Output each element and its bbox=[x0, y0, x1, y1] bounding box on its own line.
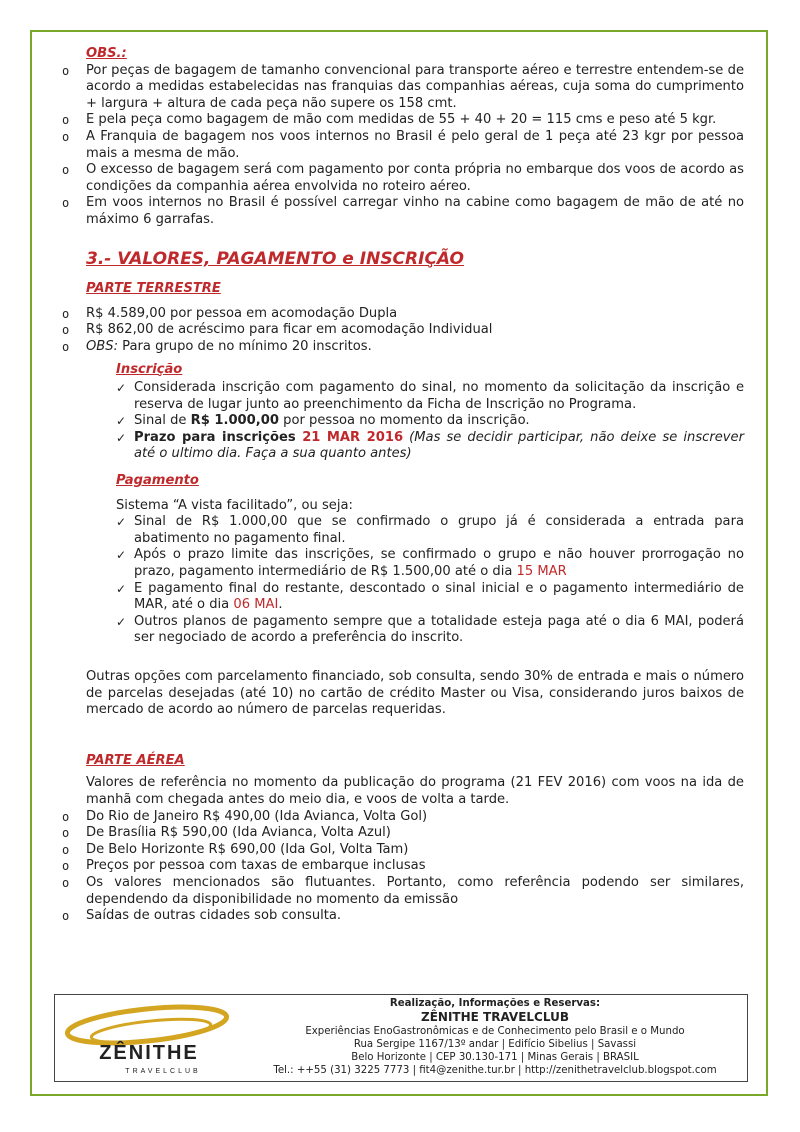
list-item bbox=[86, 339, 744, 356]
deadline-note: (Mas se decidir participar, não deixe se inscrever até o ultimo dia. Faça a sua quanto antes) bbox=[134, 429, 744, 462]
deadline-date: 21 MAR 2016 bbox=[302, 429, 404, 445]
company-logo bbox=[59, 1003, 239, 1077]
list-item: ✓ Considerada inscrição com pagamento do sinal, no momento da solicitação da inscrição e reserva de lugar junto ao preenchimento da Ficha de Inscrição no Programa. bbox=[116, 380, 744, 413]
pagamento-title: Pagamento bbox=[116, 473, 199, 489]
list-item: o E pela peça como bagagem de mão com medidas de 55 + 40 + 20 = 115 cms e peso até 5 kgr. bbox=[86, 112, 744, 129]
logo-swoosh-icon bbox=[59, 1003, 239, 1077]
footer-info bbox=[245, 997, 745, 1077]
list-item bbox=[116, 581, 744, 614]
footer-line: Rua Sergipe 1167/13º andar | Edifício Sibelius | Savassi bbox=[353, 1039, 637, 1050]
outras-paragraph: Outras opções com parcelamento financiado, sob consulta, sendo 30% de entrada e mais o número de parcelas desejadas (até 10) no cartão de crédito Master ou Visa, considerando juros baixos de mercado de acordo ao número de parcelas requeridas. bbox=[86, 669, 744, 718]
date-highlight: 15 MAR bbox=[516, 564, 567, 580]
text-span: Após o prazo limite das inscrições, se confirmado o grupo e não houver prorrogação no prazo, pagamento intermediário de R$ 1.500,00 até o dia bbox=[134, 547, 744, 580]
list-item bbox=[116, 413, 744, 430]
text-span: . bbox=[278, 597, 283, 613]
footer-heading: Realização, Informações e Reservas: bbox=[389, 998, 601, 1009]
terrestre-list bbox=[86, 306, 744, 356]
document-body bbox=[86, 46, 744, 925]
text-span: Sinal de bbox=[134, 413, 191, 429]
terrestre-title: PARTE TERRESTRE bbox=[86, 281, 221, 297]
footer-contact: Tel.: ++55 (31) 3225 7773 | fit4@zenithe.tur.br | http://zenithetravelclub.blogspot.com bbox=[273, 1065, 717, 1076]
list-item: o Preços por pessoa com taxas de embarque inclusas bbox=[86, 858, 744, 875]
text-span: por pessoa no momento da inscrição. bbox=[278, 413, 530, 429]
aerea-list bbox=[86, 809, 744, 925]
list-item: o Saídas de outras cidades sob consulta. bbox=[86, 908, 744, 925]
list-item bbox=[116, 430, 744, 463]
pagamento-list bbox=[116, 514, 744, 647]
list-item: o Do Rio de Janeiro R$ 490,00 (Ida Avianca, Volta Gol) bbox=[86, 809, 744, 826]
deadline-label: Prazo para inscrições bbox=[134, 429, 303, 445]
list-item: ✓ Outros planos de pagamento sempre que a totalidade esteja paga até o dia 6 MAI, poderá ser negociado de acordo a preferência do inscrito. bbox=[116, 614, 744, 647]
footer-line: Belo Horizonte | CEP 30.130-171 | Minas Gerais | BRASIL bbox=[351, 1052, 639, 1063]
obs-label: OBS: bbox=[86, 338, 119, 354]
footer-line: Experiências EnoGastronômicas e de Conhecimento pelo Brasil e o Mundo bbox=[305, 1026, 685, 1037]
list-item: o R$ 4.589,00 por pessoa em acomodação Dupla bbox=[86, 306, 744, 323]
list-item: o Por peças de bagagem de tamanho convencional para transporte aéreo e terrestre entendem-se de acordo a medidas estabelecidas nas franquias das companhias aéreas, cuja soma do cumprimento + largura + altura de cada peça não supere os 158 cmt. bbox=[86, 63, 744, 113]
inscricao-title: Inscrição bbox=[116, 361, 183, 377]
footer-company: ZÊNITHE TRAVELCLUB bbox=[421, 1010, 569, 1024]
date-highlight: 06 MAI bbox=[233, 597, 279, 613]
obs-title: OBS.: bbox=[86, 46, 127, 61]
aerea-title: PARTE AÉREA bbox=[86, 752, 185, 768]
list-item: o A Franquia de bagagem nos voos internos no Brasil é pelo geral de 1 peça até 23 kgr por pessoa mais a mesma de mão. bbox=[86, 129, 744, 162]
list-item: o O excesso de bagagem será com pagamento por conta própria no embarque dos voos de acordo as condições da companhia aérea envolvida no roteiro aéreo. bbox=[86, 162, 744, 195]
list-item: o De Belo Horizonte R$ 690,00 (Ida Gol, Volta Tam) bbox=[86, 842, 744, 859]
list-item: o Em voos internos no Brasil é possível carregar vinho na cabine como bagagem de mão de até no máximo 6 garrafas. bbox=[86, 195, 744, 228]
obs-text: Para grupo de no mínimo 20 inscritos. bbox=[118, 338, 372, 354]
list-item bbox=[116, 547, 744, 580]
inscricao-list bbox=[116, 380, 744, 463]
logo-word: ZÊNITHE bbox=[99, 1042, 199, 1064]
footer-box bbox=[54, 994, 748, 1082]
section-heading: 3.- VALORES, PAGAMENTO e INSCRIÇÃO bbox=[86, 248, 465, 269]
aerea-intro: Valores de referência no momento da publicação do programa (21 FEV 2016) com voos na ida de manhã com chegada antes do meio dia, e voos de volta a tarde. bbox=[86, 775, 744, 807]
text-span: E pagamento final do restante, descontado o sinal inicial e o pagamento intermediário de MAR, até o dia bbox=[134, 580, 744, 613]
list-item: o De Brasília R$ 590,00 (Ida Avianca, Volta Azul) bbox=[86, 825, 744, 842]
sinal-amount: R$ 1.000,00 bbox=[190, 413, 279, 429]
list-item: o R$ 862,00 de acréscimo para ficar em acomodação Individual bbox=[86, 322, 744, 339]
obs-list bbox=[86, 63, 744, 229]
list-item: o Os valores mencionados são flutuantes. Portanto, como referência podendo ser similares, dependendo da disponibilidade no momento da emissão bbox=[86, 875, 744, 908]
list-item: ✓ Sinal de R$ 1.000,00 que se confirmado o grupo já é considerada a entrada para abatimento no pagamento final. bbox=[116, 514, 744, 547]
pagamento-intro: Sistema “A vista facilitado”, ou seja: bbox=[116, 497, 353, 513]
logo-sub: TRAVELCLUB bbox=[125, 1068, 201, 1075]
